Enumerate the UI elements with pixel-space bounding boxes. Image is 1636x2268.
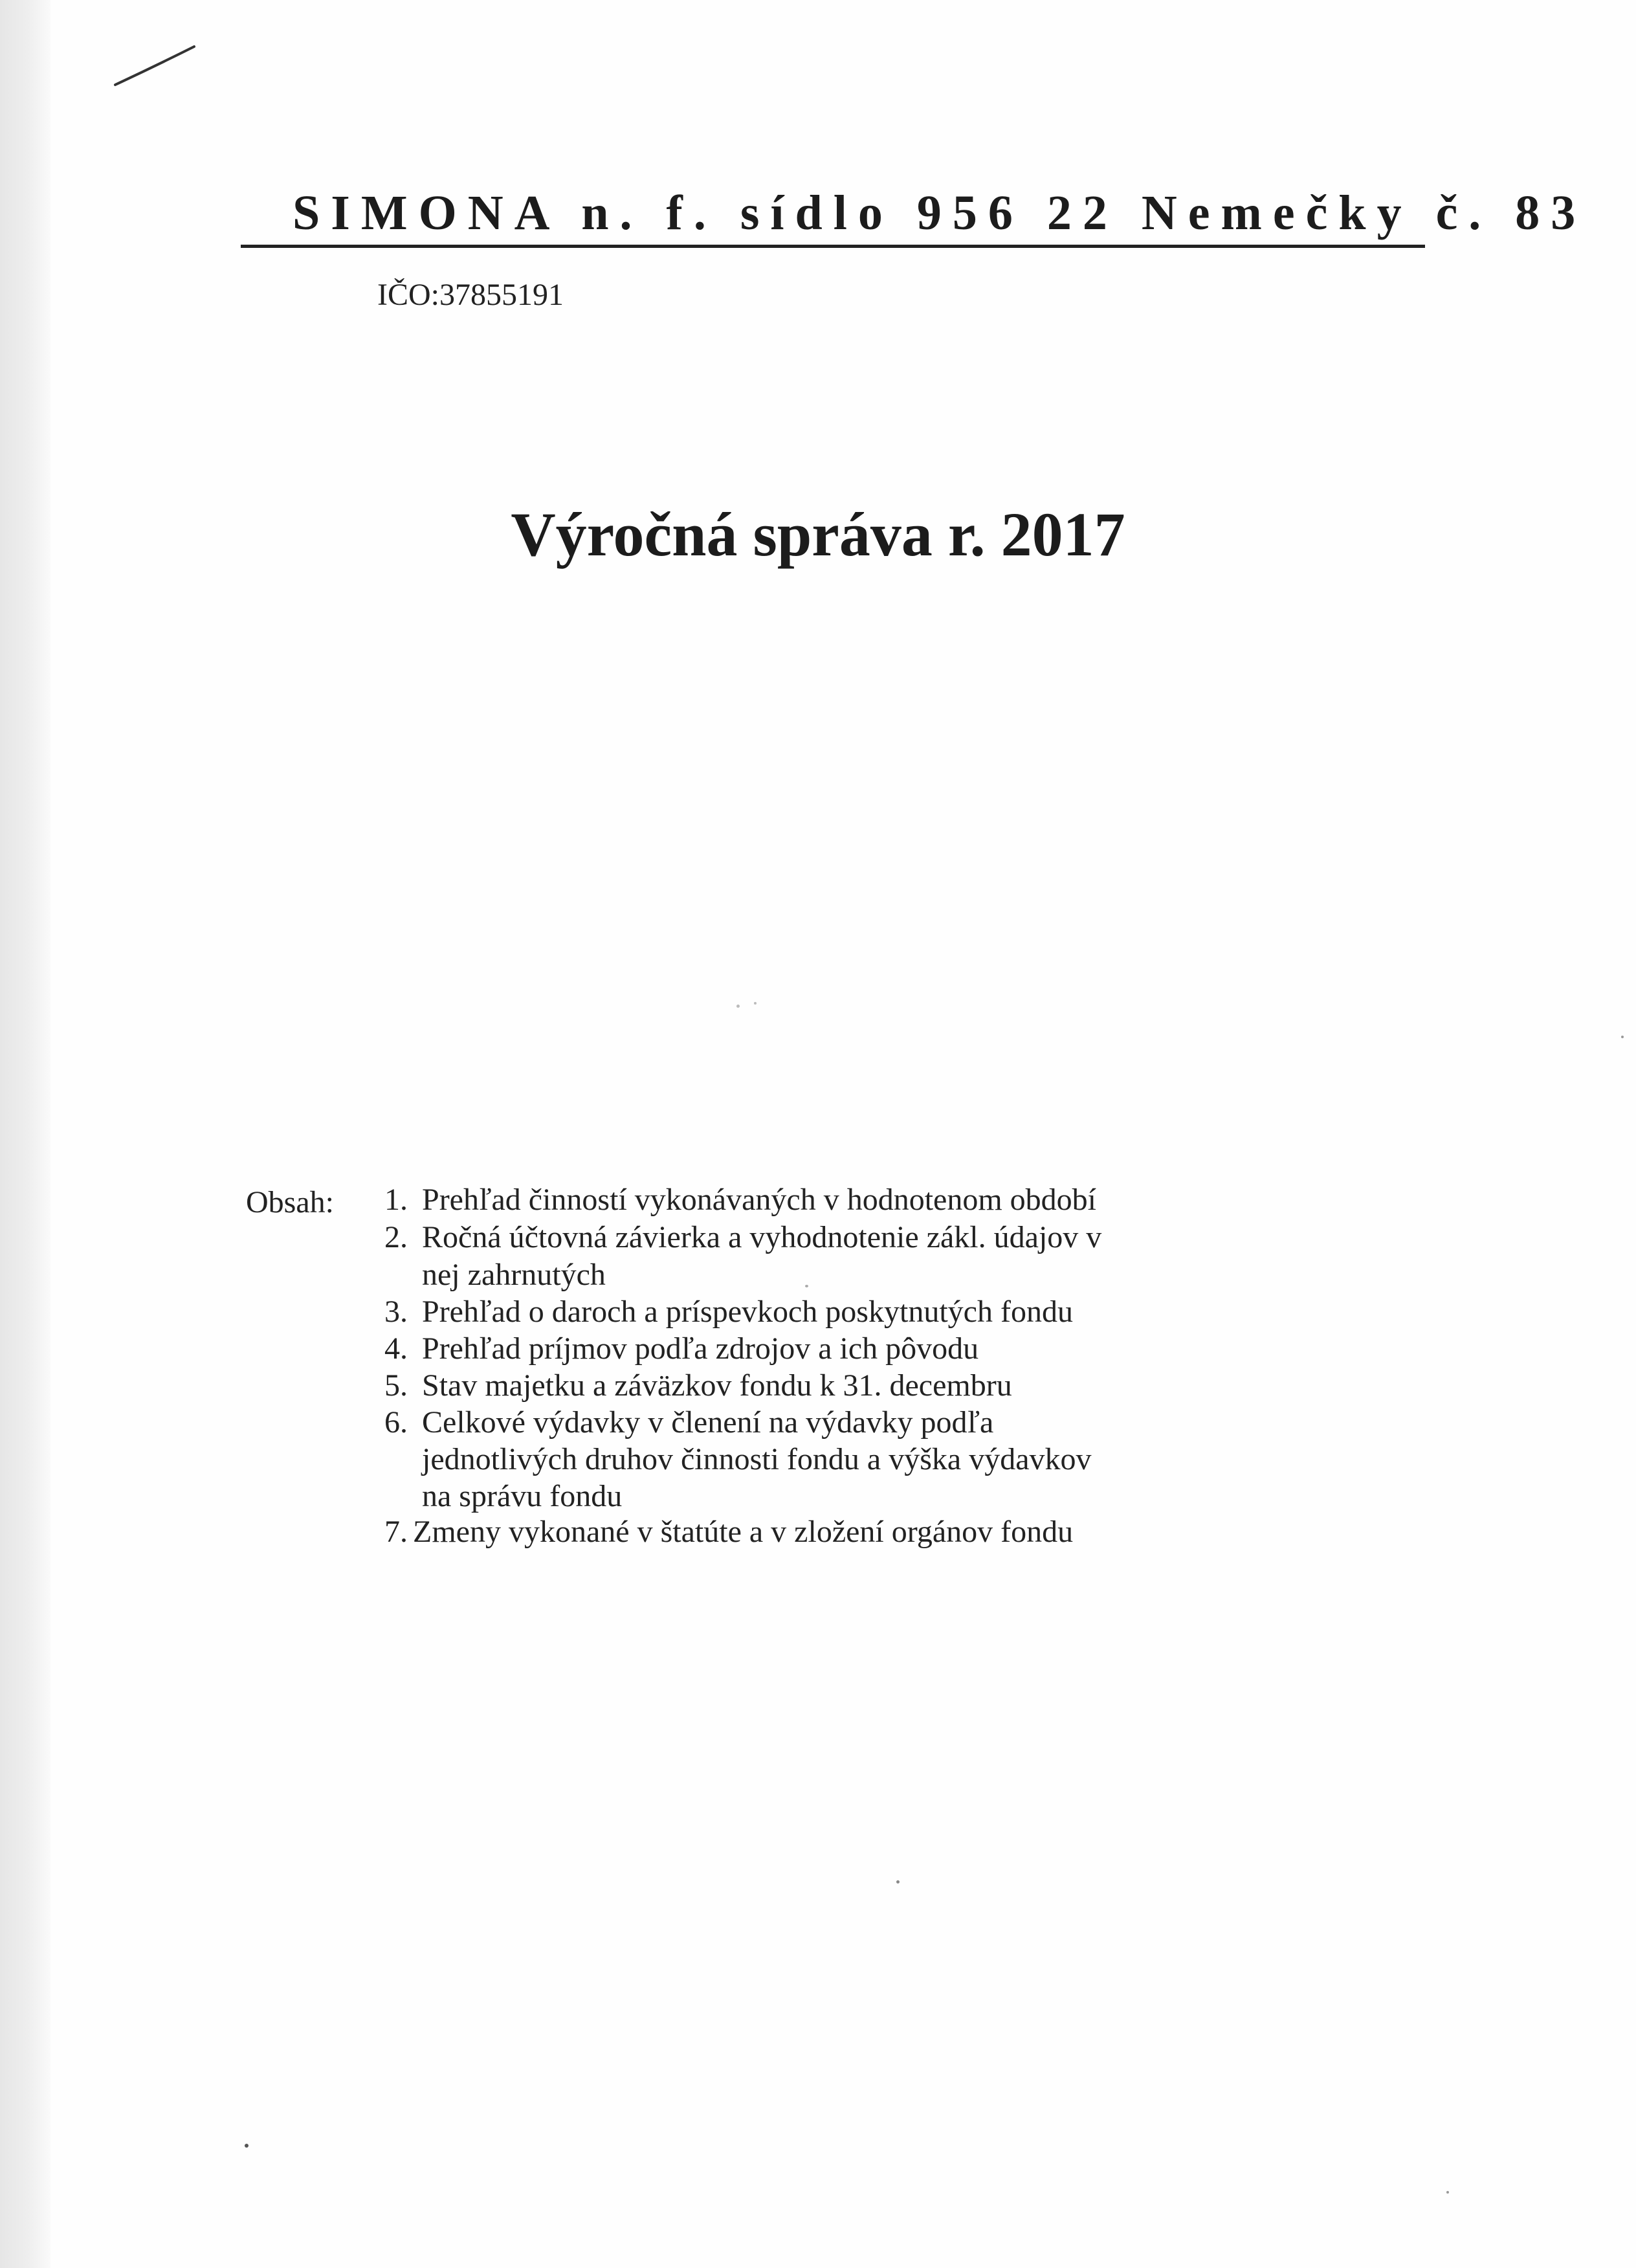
contents-item-text: Prehľad o daroch a príspevkoch poskytnutých fondu xyxy=(422,1295,1073,1329)
contents-item-text-continuation: na správu fondu xyxy=(422,1479,623,1513)
scan-speck xyxy=(805,1285,808,1287)
document-title: Výročná správa r. 2017 xyxy=(511,500,1125,569)
contents-item-number: 5. xyxy=(384,1368,408,1403)
contents-item-text-continuation: jednotlivých druhov činnosti fondu a výška výdavkov xyxy=(422,1442,1092,1476)
scan-speck xyxy=(1621,1036,1624,1038)
contents-item-text: Prehľad príjmov podľa zdrojov a ich pôvodu xyxy=(422,1331,979,1366)
contents-item-text-continuation: nej zahrnutých xyxy=(422,1258,606,1292)
contents-item-number: 2. xyxy=(384,1220,408,1254)
contents-item-text: Ročná účtovná závierka a vyhodnotenie zákl. údajov v xyxy=(422,1220,1102,1254)
header-block xyxy=(241,180,1587,248)
contents-item-number: 3. xyxy=(384,1295,408,1329)
scan-speck xyxy=(754,1002,757,1005)
contents-item-number: 6. xyxy=(384,1405,408,1440)
contents-label: Obsah: xyxy=(246,1185,334,1219)
contents-item-number: 4. xyxy=(384,1331,408,1366)
scan-speck xyxy=(736,1005,740,1008)
contents-item-number: 1. xyxy=(384,1183,408,1217)
company-line: SIMONA n. f. sídlo 956 22 Nemečky č. 83 xyxy=(293,186,1587,240)
scan-speck xyxy=(245,2144,249,2148)
company-id-number: IČO:37855191 xyxy=(377,278,564,312)
pen-stroke-mark xyxy=(0,0,259,129)
scan-speck xyxy=(1446,2191,1449,2194)
scan-edge-shadow xyxy=(0,0,50,2268)
contents-item-text: Zmeny vykonané v štatúte a v zložení orgánov fondu xyxy=(413,1515,1074,1549)
scan-speck xyxy=(896,1880,900,1884)
contents-item-text: Stav majetku a záväzkov fondu k 31. decembru xyxy=(422,1368,1012,1403)
contents-item-text: Prehľad činností vykonávaných v hodnotenom období xyxy=(422,1183,1097,1217)
contents-item-text: Celkové výdavky v členení na výdavky podľa xyxy=(422,1405,994,1440)
contents-item-number: 7. xyxy=(384,1515,408,1549)
